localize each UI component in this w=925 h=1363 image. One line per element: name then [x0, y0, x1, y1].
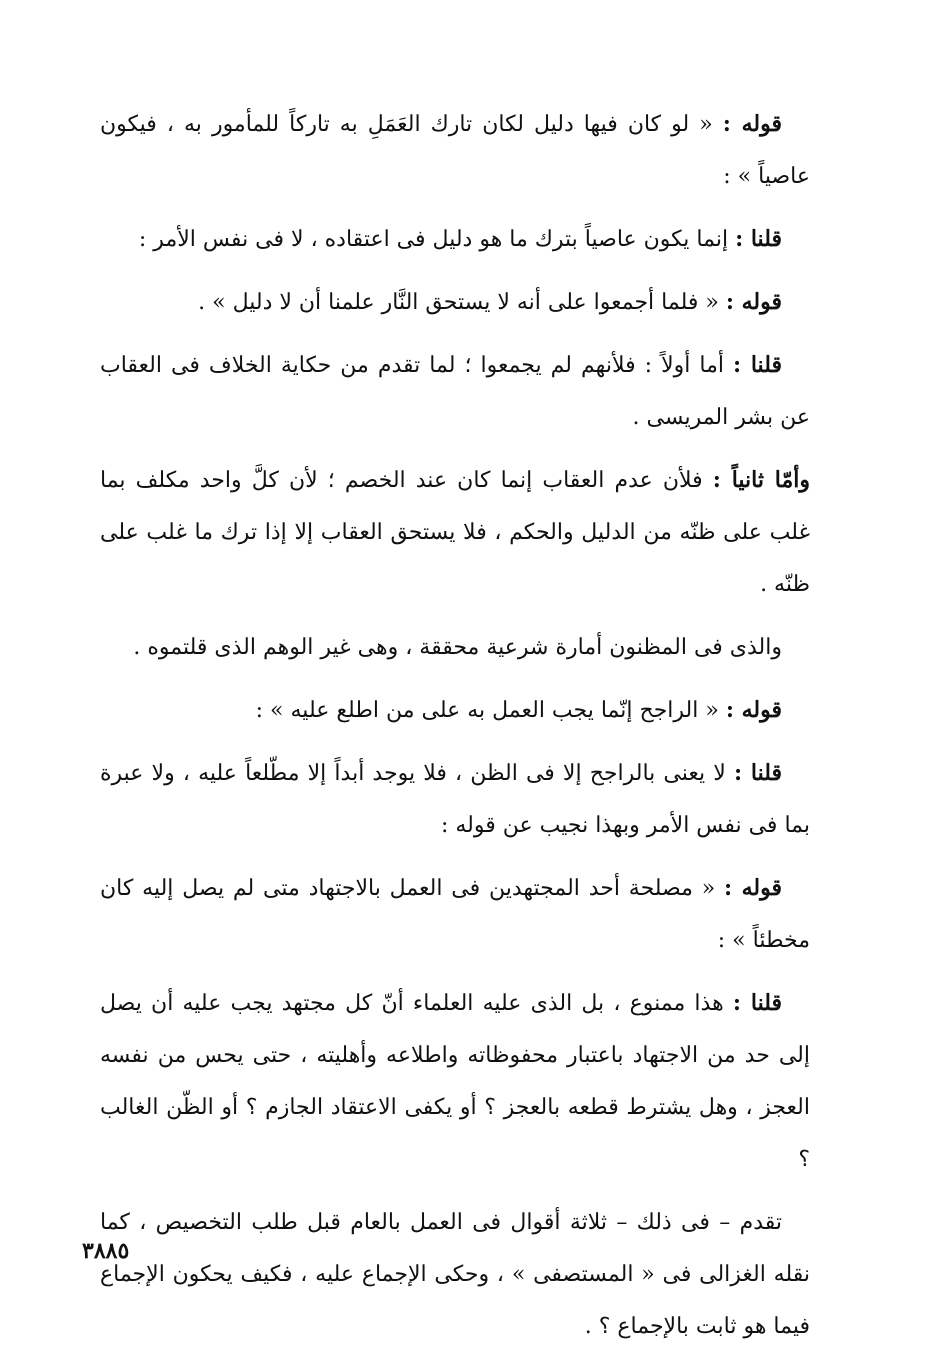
paragraph-text: تقدم – فى ذلك – ثلاثة أقوال فى العمل بالعام قبل طلب التخصيص ، كما نقله الغزالى فى « المستصفى » ، وحكى الإجماع عليه ، فكيف يحكون الإجماع فيما هو ثابت بالإجماع ؟ .	[100, 1210, 810, 1339]
paragraph-text: فلأن عدم العقاب إنما كان عند الخصم ؛ لأن كلَّ واحد مكلف بما غلب على ظنّه من الدليل والحكم ، فلا يستحق العقاب إلا إذا ترك ما غلب على ظنّه .	[100, 468, 810, 597]
paragraph-4	[100, 339, 810, 444]
paragraph-7	[100, 684, 810, 737]
paragraph-lead: وأمّا ثانياً :	[712, 467, 810, 493]
paragraph-11	[100, 1196, 810, 1353]
paragraph-text: إنما يكون عاصياً بترك ما هو دليل فى اعتقاده ، لا فى نفس الأمر :	[138, 227, 736, 252]
paragraph-text: « مصلحة أحد المجتهدين فى العمل بالاجتهاد متى لم يصل إليه كان مخطئاً » :	[100, 876, 810, 953]
paragraph-lead: قوله :	[725, 289, 782, 315]
paragraph-5	[100, 454, 810, 611]
paragraph-lead: قوله :	[725, 697, 782, 723]
paragraph-lead: قلنا :	[733, 352, 782, 378]
paragraph-lead: قلنا :	[732, 990, 783, 1016]
paragraph-1	[100, 98, 810, 203]
paragraph-text: « فلما أجمعوا على أنه لا يستحق النَّار علمنا أن لا دليل » .	[198, 290, 726, 315]
paragraph-8	[100, 747, 810, 852]
paragraph-lead: قوله :	[724, 875, 782, 901]
body-text	[100, 98, 810, 1363]
paragraph-lead: قوله :	[722, 111, 782, 137]
paragraph-lead: قلنا :	[733, 760, 783, 786]
paragraph-text: « لو كان فيها دليل لكان تارك العَمَلِ به تاركاً للمأمور به ، فيكون عاصياً » :	[100, 112, 810, 189]
paragraph-6	[100, 621, 810, 674]
paragraph-10	[100, 977, 810, 1186]
paragraph-3	[100, 276, 810, 329]
paragraph-text: هذا ممنوع ، بل الذى عليه العلماء أنّ كل مجتهد يجب عليه أن يصل إلى حد من الاجتهاد باعتبار محفوظاته واطلاعه وأهليته ، حتى يحس من نفسه العجز ، وهل يشترط قطعه بالعجز ؟ أو يكفى الاعتقاد الجازم ؟ أو الظّن الغالب ؟	[100, 991, 810, 1172]
paragraph-text: والذى فى المظنون أمارة شرعية محققة ، وهى غير الوهم الذى قلتموه .	[133, 635, 782, 660]
paragraph-2	[100, 213, 810, 266]
paragraph-text: « الراجح إنّما يجب العمل به على من اطلع عليه » :	[255, 698, 726, 723]
paragraph-text: لا يعنى بالراجح إلا فى الظن ، فلا يوجد أبداً إلا مطّلعاً عليه ، ولا عبرة بما فى نفس الأمر وبهذا نجيب عن قوله :	[100, 761, 810, 838]
paragraph-lead: قلنا :	[735, 226, 782, 252]
paragraph-text: أما أولاً : فلأنهم لم يجمعوا ؛ لما تقدم من حكاية الخلاف فى العقاب عن بشر المريسى .	[100, 353, 810, 430]
paragraph-9	[100, 862, 810, 967]
page-number: ٣٨٨٥	[82, 1238, 130, 1264]
